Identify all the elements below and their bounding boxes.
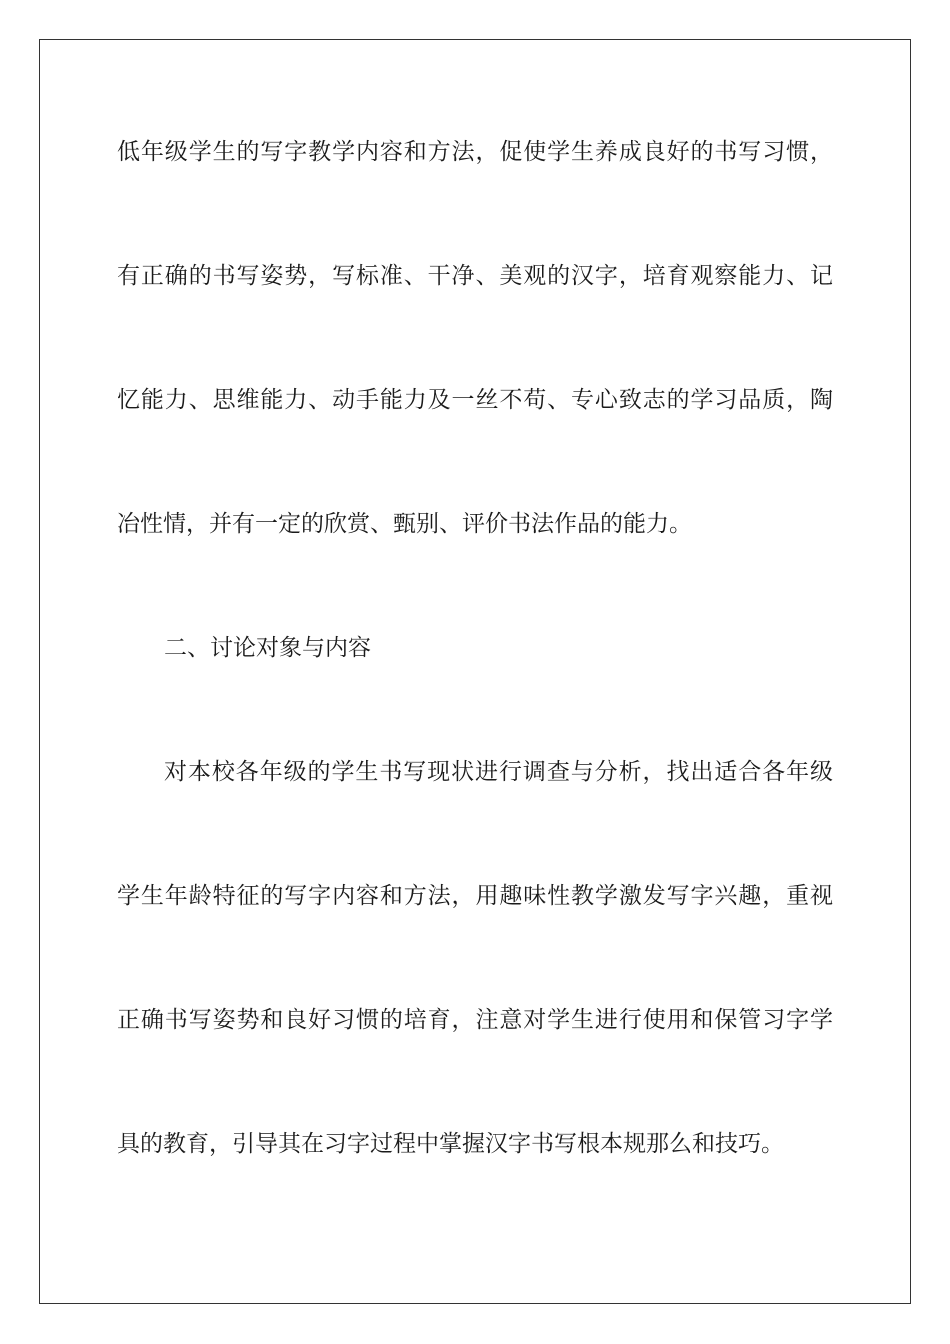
paragraph-2-line-3: 正确书写姿势和良好习惯的培育，注意对学生进行使用和保管习字学 [117, 1007, 833, 1033]
paragraph-1-line-3: 忆能力、思维能力、动手能力及一丝不苟、专心致志的学习品质，陶 [117, 387, 833, 413]
paragraph-1-line-1: 低年级学生的写字教学内容和方法，促使学生养成良好的书写习惯， [117, 139, 833, 165]
paragraph-2-line-1: 对本校各年级的学生书写现状进行调查与分析，找出适合各年级 [164, 759, 833, 785]
paragraph-2-line-2: 学生年龄特征的写字内容和方法，用趣味性教学激发写字兴趣，重视 [117, 883, 833, 909]
paragraph-2-line-4: 具的教育，引导其在习字过程中掌握汉字书写根本规那么和技巧。 [117, 1131, 784, 1157]
section-heading: 二、讨论对象与内容 [164, 635, 371, 661]
paragraph-1-line-2: 有正确的书写姿势，写标准、干净、美观的汉字，培育观察能力、记 [117, 263, 833, 289]
paragraph-1-line-4: 冶性情，并有一定的欣赏、甄别、评价书法作品的能力。 [117, 511, 692, 537]
page-border [39, 39, 911, 1304]
